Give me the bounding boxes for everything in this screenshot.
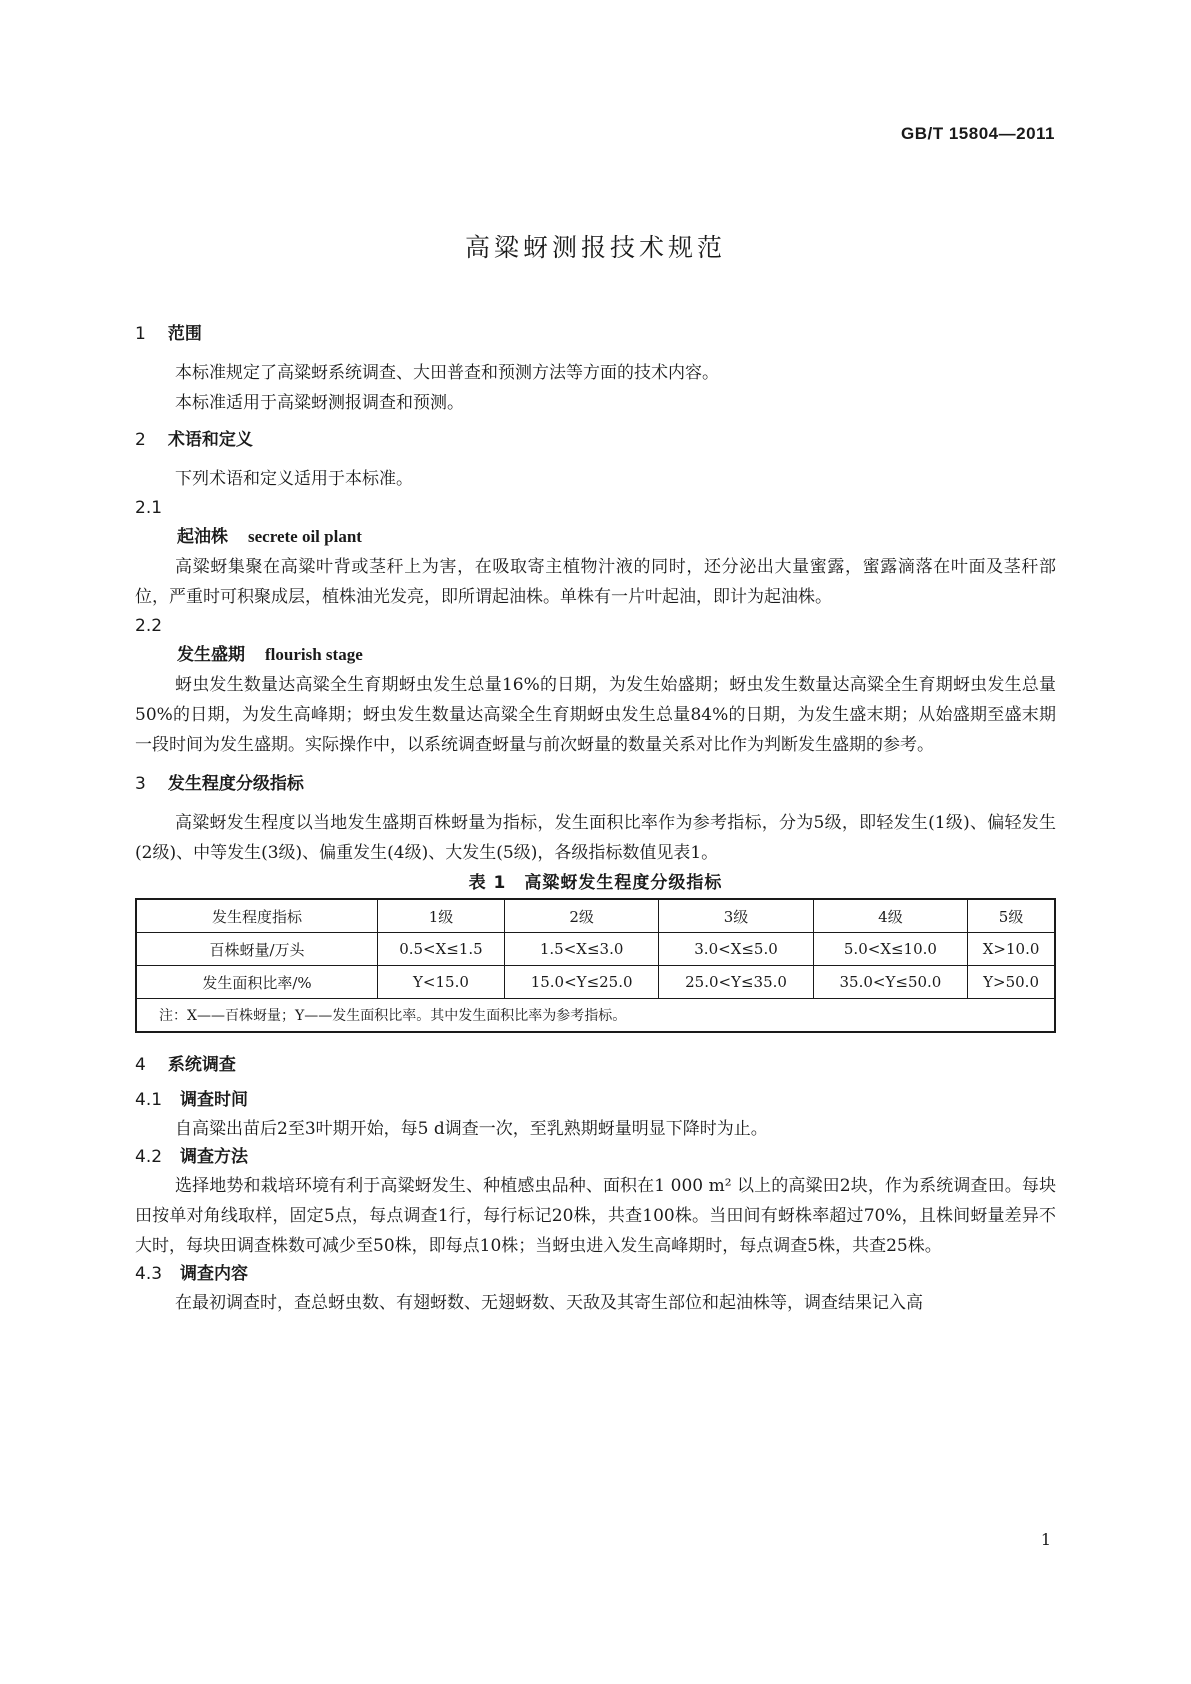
section-number: 1	[135, 324, 146, 344]
section-number: 4	[135, 1055, 146, 1075]
subsection-heading	[135, 1144, 1056, 1171]
table-row	[136, 933, 1055, 966]
table-note-row	[136, 999, 1055, 1033]
page-number: 1	[1040, 1530, 1051, 1549]
section-number: 3	[135, 774, 146, 794]
section-title: 范围	[167, 324, 202, 344]
table-header-row	[136, 899, 1055, 933]
table-cell: 35.0<Y≤50.0	[813, 966, 967, 999]
paragraph: 下列术语和定义适用于本标准。	[175, 469, 413, 489]
paragraph: 本标准适用于高粱蚜测报调查和预测。	[175, 393, 464, 413]
paragraph: 本标准规定了高粱蚜系统调查、大田普查和预测方法等方面的技术内容。	[175, 363, 719, 383]
table-row	[136, 966, 1055, 999]
term-en: flourish stage	[265, 645, 363, 664]
term-en: secrete oil plant	[248, 527, 362, 546]
subsection-number: 4.1	[135, 1090, 163, 1110]
term-cn: 起油株	[177, 527, 228, 547]
table-cell: 百株蚜量/万头	[136, 933, 378, 966]
subsection-heading	[135, 1087, 1056, 1114]
section-2-heading	[135, 426, 1056, 454]
subsection-title: 调查内容	[180, 1264, 249, 1284]
table-cell: 25.0<Y≤35.0	[659, 966, 813, 999]
document-title: 高粱蚜测报技术规范	[464, 233, 726, 262]
term-definition: 高粱蚜集聚在高粱叶背或茎秆上为害，在吸取寄主植物汁液的同时，还分泌出大量蜜露，蜜露滴落在叶面及茎秆部位，严重时可积聚成层，植株油光发亮，即所谓起油株。单株有一片叶起油，即计为起油株。	[135, 557, 1056, 607]
table-header-cell: 5级	[968, 899, 1055, 933]
standard-code: GB/T 15804—2011	[901, 124, 1055, 143]
table-header-cell: 发生程度指标	[136, 899, 378, 933]
section-3-heading	[135, 770, 1056, 798]
grading-table	[135, 898, 1056, 1033]
table-cell: 5.0<X≤10.0	[813, 933, 967, 966]
subsection-title: 调查方法	[180, 1147, 249, 1167]
term-number: 2.1	[135, 498, 163, 518]
table-header-cell: 1级	[378, 899, 505, 933]
section-4-heading	[135, 1051, 1056, 1079]
table-header-cell: 3级	[659, 899, 813, 933]
table-cell: 15.0<Y≤25.0	[504, 966, 658, 999]
subsection-heading	[135, 1261, 1056, 1288]
section-title: 发生程度分级指标	[167, 774, 304, 794]
table-cell: 1.5<X≤3.0	[504, 933, 658, 966]
table-cell: 发生面积比率/%	[136, 966, 378, 999]
table-cell: 3.0<X≤5.0	[659, 933, 813, 966]
section-number: 2	[135, 430, 146, 450]
paragraph: 选择地势和栽培环境有利于高粱蚜发生、种植感虫品种、面积在1 000 m² 以上的高粱田2块，作为系统调查田。每块田按单对角线取样，固定5点，每点调查1行，每行标记20株，共查100株。当田间有蚜株率超过70%，且株间蚜量差异不大时，每块田调查株数可减少至50株，即每点10株；当蚜虫进入发生高峰期时，每点调查5株，共查25株。	[135, 1176, 1056, 1256]
subsection-number: 4.3	[135, 1264, 163, 1284]
section-1-heading	[135, 320, 1056, 348]
term-heading	[135, 640, 1056, 670]
term-number: 2.2	[135, 616, 163, 636]
table-caption: 表 1 高粱蚜发生程度分级指标	[468, 873, 723, 893]
term-heading	[135, 522, 1056, 552]
table-cell: Y<15.0	[378, 966, 505, 999]
table-note: 注：X——百株蚜量；Y——发生面积比率。其中发生面积比率为参考指标。	[136, 999, 1055, 1033]
section-title: 系统调查	[167, 1055, 236, 1075]
table-cell: 0.5<X≤1.5	[378, 933, 505, 966]
subsection-number: 4.2	[135, 1147, 163, 1167]
document-body	[135, 320, 1056, 1318]
paragraph: 在最初调查时，查总蚜虫数、有翅蚜数、无翅蚜数、天敌及其寄生部位和起油株等，调查结果记入高	[175, 1293, 923, 1313]
paragraph: 高粱蚜发生程度以当地发生盛期百株蚜量为指标，发生面积比率作为参考指标，分为5级，即轻发生(1级)、偏轻发生(2级)、中等发生(3级)、偏重发生(4级)、大发生(5级)，各级指标数值见表1。	[135, 813, 1056, 863]
term-cn: 发生盛期	[177, 645, 245, 665]
table-header-cell: 2级	[504, 899, 658, 933]
subsection-title: 调查时间	[180, 1090, 249, 1110]
term-definition: 蚜虫发生数量达高粱全生育期蚜虫发生总量16%的日期，为发生始盛期；蚜虫发生数量达高粱全生育期蚜虫发生总量50%的日期，为发生高峰期；蚜虫发生数量达高粱全生育期蚜虫发生总量84%的日期，为发生盛末期；从始盛期至盛末期一段时间为发生盛期。实际操作中，以系统调查蚜量与前次蚜量的数量关系对比作为判断发生盛期的参考。	[135, 675, 1056, 755]
table-cell: X>10.0	[968, 933, 1055, 966]
paragraph: 自高粱出苗后2至3叶期开始，每5 d调查一次，至乳熟期蚜量明显下降时为止。	[175, 1119, 768, 1139]
table-cell: Y>50.0	[968, 966, 1055, 999]
table-header-cell: 4级	[813, 899, 967, 933]
section-title: 术语和定义	[167, 430, 253, 450]
